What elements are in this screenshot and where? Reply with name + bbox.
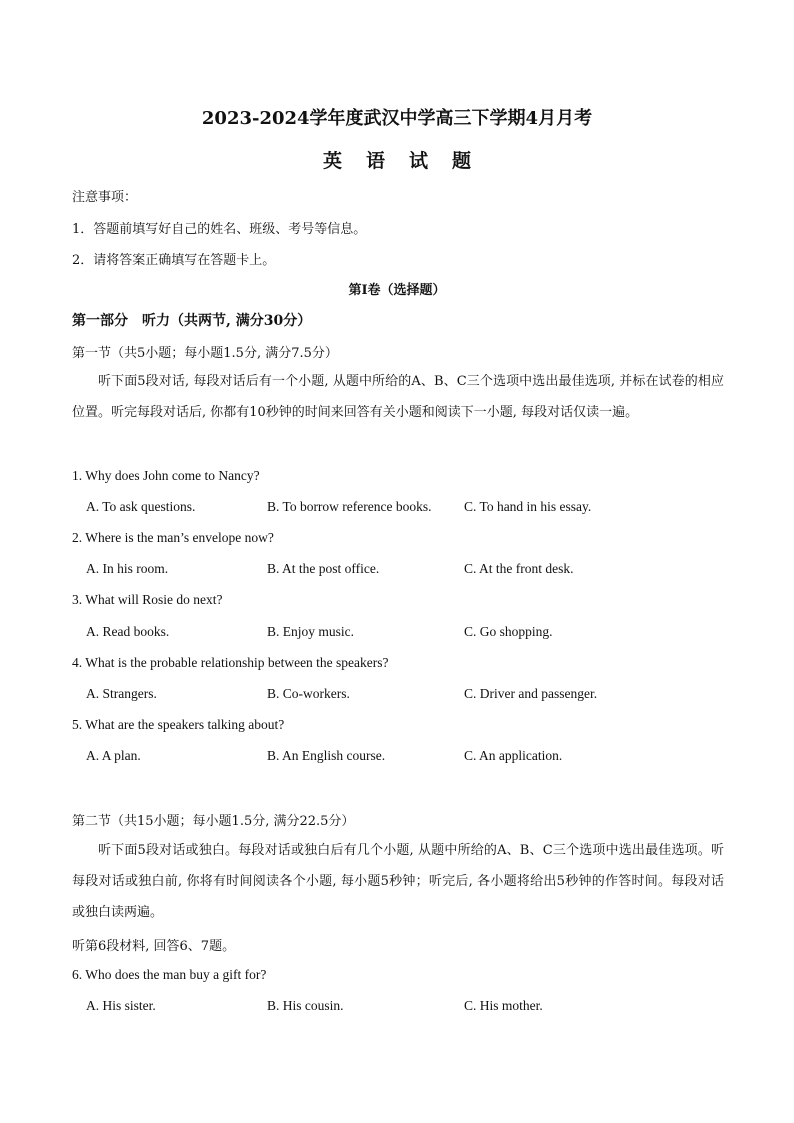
question-2-option-a: A. In his room. <box>86 561 169 576</box>
question-5-option-b: B. An English course. <box>267 748 386 763</box>
question-1-stem: 1. Why does John come to Nancy? <box>72 468 260 483</box>
question-3-option-a: A. Read books. <box>86 624 170 639</box>
question-6-option-a: A. His sister. <box>86 998 156 1013</box>
question-1-option-b: B. To borrow reference books. <box>267 499 432 514</box>
question-2-stem: 2. Where is the man’s envelope now? <box>72 530 274 545</box>
section2-instructions: 听下面5段对话或独白。每段对话或独白后有几个小题, 从题中所给的A、B、C三个选项中选出最佳选项。听每段对话或独白前, 你将有时间阅读各个小题, 每小题5秒钟；听完后, 各小题将给出5秒钟的作答时间。每段对话或独白读两遍。 <box>72 843 724 920</box>
question-6-option-c: C. His mother. <box>464 998 543 1013</box>
note-item-1: 1．答题前填写好自己的姓名、班级、考号等信息。 <box>72 222 367 237</box>
question-2-option-b: B. At the post office. <box>267 561 380 576</box>
note-item-2: 2．请将答案正确填写在答题卡上。 <box>72 253 276 268</box>
notes-heading: 注意事项： <box>72 190 138 205</box>
question-5-stem: 5. What are the speakers talking about? <box>72 717 285 732</box>
volume-title: 第I卷（选择题） <box>348 283 446 298</box>
question-2-option-c: C. At the front desk. <box>464 561 574 576</box>
question-6-option-b: B. His cousin. <box>267 998 344 1013</box>
section1-title: 第一节（共5小题；每小题1.5分, 满分7.5分） <box>72 346 338 361</box>
exam-title: 2023-2024学年度武汉中学高三下学期4月月考 <box>201 108 593 129</box>
question-1-option-c: C. To hand in his essay. <box>464 499 592 514</box>
question-1-option-a: A. To ask questions. <box>86 499 196 514</box>
question-6-stem: 6. Who does the man buy a gift for? <box>72 967 267 982</box>
question-5-option-c: C. An application. <box>464 748 563 763</box>
question-3-option-c: C. Go shopping. <box>464 624 553 639</box>
question-4-option-b: B. Co-workers. <box>267 686 350 701</box>
question-3-option-b: B. Enjoy music. <box>267 624 354 639</box>
question-5-option-a: A. A plan. <box>86 748 141 763</box>
material-note-6: 听第6段材料, 回答6、7题。 <box>72 939 236 954</box>
question-4-stem: 4. What is the probable relationship between the speakers? <box>72 655 389 670</box>
question-3-stem: 3. What will Rosie do next? <box>72 592 223 607</box>
question-4-option-a: A. Strangers. <box>86 686 157 701</box>
section2-title: 第二节（共15小题；每小题1.5分, 满分22.5分） <box>72 814 355 829</box>
question-4-option-c: C. Driver and passenger. <box>464 686 598 701</box>
subject-title: 英语试题 <box>322 150 495 172</box>
part1-title: 第一部分 听力（共两节, 满分30分） <box>72 313 312 329</box>
section1-instructions: 听下面5段对话, 每段对话后有一个小题, 从题中所给的A、B、C三个选项中选出最佳选项, 并标在试卷的相应位置。听完每段对话后, 你都有10秒钟的时间来回答有关小题和阅读下一小题, 每段对话仅读一遍。 <box>72 374 724 420</box>
